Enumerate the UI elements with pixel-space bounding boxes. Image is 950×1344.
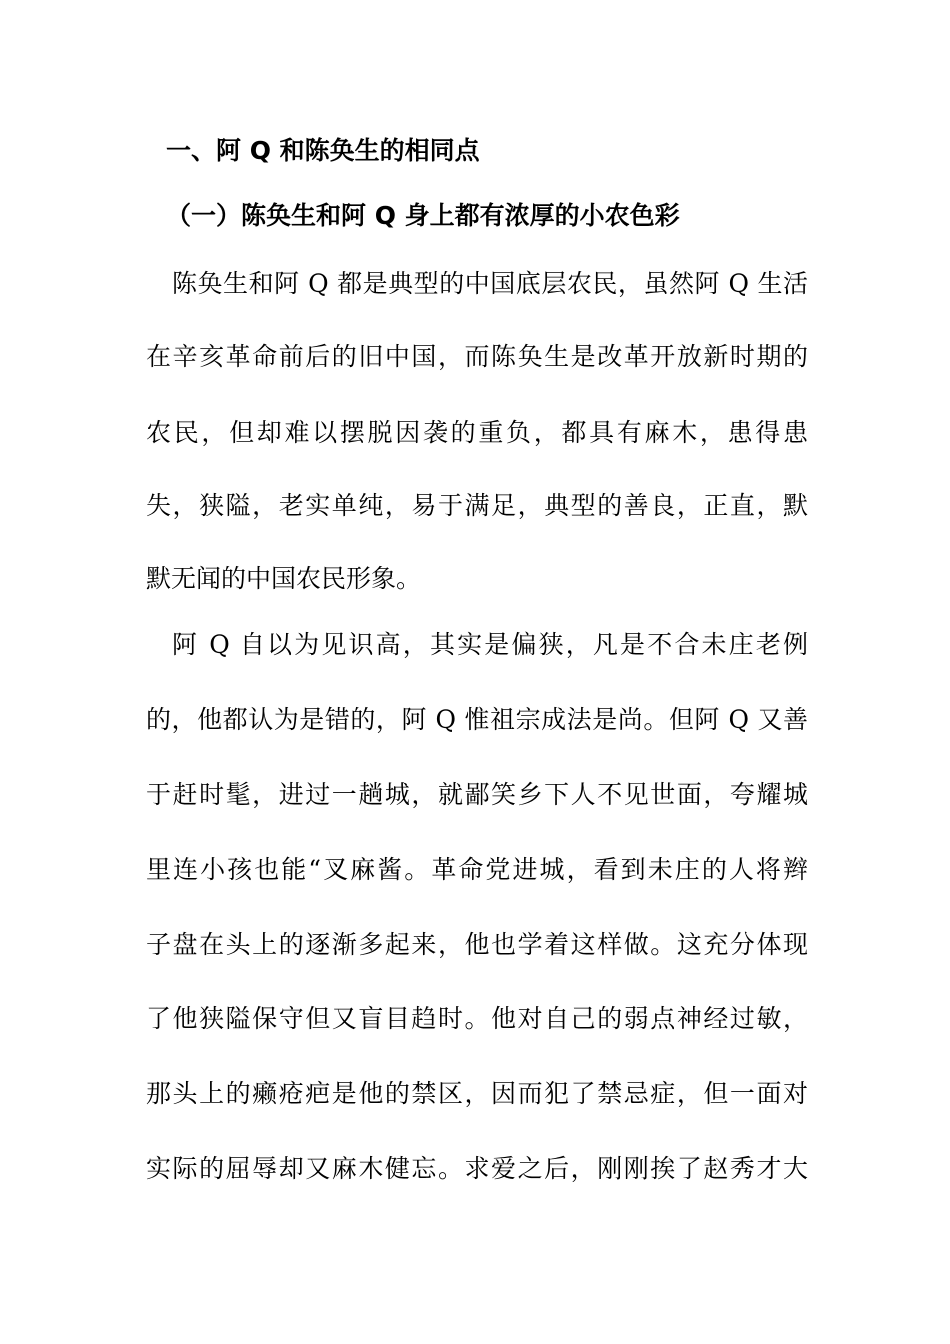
paragraph-line: 子盘在头上的逐渐多起来，他也学着这样做。这充分体现 xyxy=(146,930,808,959)
paragraph-line: 实际的屈辱却又麻木健忘。求爱之后，刚刚挨了赵秀才大 xyxy=(146,1154,808,1183)
paragraph-line: 在辛亥革命前后的旧中国，而陈奂生是改革开放新时期的 xyxy=(146,342,808,371)
paragraph-line: 默无闻的中国农民形象。 xyxy=(146,564,422,593)
paragraph-line: 那头上的癞疮疤是他的禁区，因而犯了禁忌症，但一面对 xyxy=(146,1079,808,1108)
paragraph-line: 里连小孩也能“叉麻酱。革命党进城，看到未庄的人将辫 xyxy=(146,855,808,884)
paragraph-line: 农民，但却难以摆脱因袭的重负，都具有麻木，患得患 xyxy=(146,418,808,447)
subsection-heading: （一）陈奂生和阿 Q 身上都有浓厚的小农色彩 xyxy=(166,201,680,230)
section-heading: 一、阿 Q 和陈奂生的相同点 xyxy=(166,136,480,165)
paragraph-line: 的，他都认为是错的，阿 Q 惟祖宗成法是尚。但阿 Q 又善 xyxy=(146,705,808,734)
paragraph-line: 陈奂生和阿 Q 都是典型的中国底层农民，虽然阿 Q 生活 xyxy=(172,269,808,298)
paragraph-line: 失，狭隘，老实单纯，易于满足，典型的善良，正直，默 xyxy=(146,491,808,520)
paragraph-line: 阿 Q 自以为见识高，其实是偏狭，凡是不合未庄老例 xyxy=(172,630,808,659)
paragraph-line: 了他狭隘保守但又盲目趋时。他对自己的弱点神经过敏， xyxy=(146,1004,808,1033)
paragraph-line: 于赶时髦，进过一趟城，就鄙笑乡下人不见世面，夸耀城 xyxy=(146,780,808,809)
